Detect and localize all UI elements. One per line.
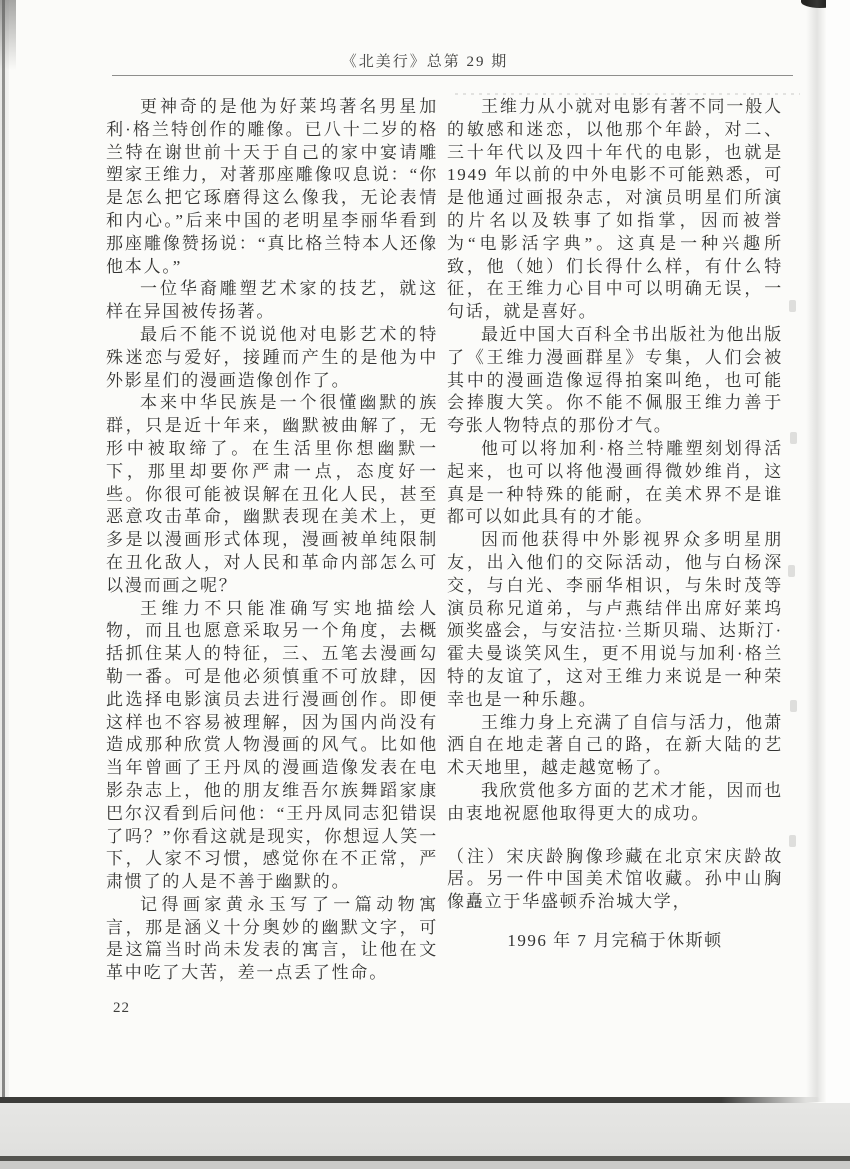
scan-bottom-strip: [0, 1161, 850, 1169]
scan-noise-dotted-line: [455, 93, 800, 95]
paragraph: 我欣赏他多方面的艺术才能，因而也由衷地祝愿他取得更大的成功。: [447, 780, 783, 823]
scan-bleedthrough-mark: [789, 835, 796, 847]
paragraph: 王维力从小就对电影有著不同一般人的敏感和迷恋，以他那个年龄，对二、三十年代以及四十年代的电影，也就是 1949 年以前的中外电影不可能熟悉，可是他通过画报杂志，对演员明星们所演的片名以及轶事了如指掌，因而被誉为“电影活字典”。这真是一种兴趣所致，他（她）们长得什么样，有什么特征，在王维力心目中可以明确无误，一句话，就是喜好。: [447, 97, 783, 322]
paragraph: 更神奇的是他为好莱坞著名男星加利·格兰特创作的雕像。已八十二岁的格兰特在谢世前十天于自己的家中宴请雕塑家王维力，对著那座雕像叹息说：“你是怎么把它琢磨得这么像我，无论表情和内心。”后来中国的老明星李丽华看到那座雕像赞扬说：“真比格兰特本人还像他本人。”: [106, 97, 438, 276]
paragraph: 记得画家黄永玉写了一篇动物寓言，那是涵义十分奥妙的幽默文字，可是这篇当时尚未发表的寓言，让他在文革中吃了大苦，差一点丢了性命。: [106, 894, 438, 983]
dateline: 1996 年 7 月完稿于休斯顿: [507, 930, 723, 950]
left-text-column: [106, 96, 438, 985]
scan-bleedthrough-mark: [790, 700, 797, 712]
scan-bleedthrough-mark: [790, 432, 797, 444]
paragraph: 最后不能不说说他对电影艺术的特殊迷恋与爱好，接踵而产生的是他为中外影星们的漫画造像创作了。: [106, 324, 438, 390]
paragraph: 最近中国大百科全书出版社为他出版了《王维力漫画群星》专集，人们会被其中的漫画造像逗得拍案叫绝，也可能会捧腹大笑。你不能不佩服王维力善于夸张人物特点的那份才气。: [447, 324, 783, 436]
paragraph: 一位华裔雕塑艺术家的技艺，就这样在异国被传扬著。: [106, 279, 438, 322]
footnote: （注）宋庆龄胸像珍藏在北京宋庆龄故居。另一件中国美术馆收藏。孙中山胸像矗立于华盛顿乔治城大学，: [447, 846, 783, 912]
header-divider-line: [112, 75, 793, 76]
page-number: 22: [113, 1000, 130, 1016]
scan-right-margin: [826, 0, 850, 1169]
journal-title: 《北美行》总第 29 期: [341, 54, 509, 70]
paragraph: 他可以将加利·格兰特雕塑刻划得活起来，也可以将他漫画得微妙维肖，这真是一种特殊的能耐，在美术界不是谁都可以如此具有的才能。: [447, 438, 783, 527]
paragraph: 因而他获得中外影视界众多明星朋友，出入他们的交际活动，他与白杨深交，与白光、李丽华相识，与朱时茂等演员称兄道弟，与卢燕结伴出席好莱坞颁奖盛会，与安洁拉·兰斯贝瑞、达斯汀·霍夫曼谈笑风生，更不用说与加利·格兰特的友谊了，这对王维力来说是一种荣幸也是一种乐趣。: [447, 530, 783, 709]
paragraph: 王维力身上充满了自信与活力，他萧洒自在地走著自己的路，在新大陆的艺术天地里，越走越宽畅了。: [447, 712, 783, 778]
paragraph: 本来中华民族是一个很懂幽默的族群，只是近十年来，幽默被曲解了，无形中被取缔了。在生活里你想幽默一下，那里却要你严肃一点，态度好一些。你很可能被误解在丑化人民，甚至恶意攻击革命，幽默表现在美术上，更多是以漫画形式体现，漫画被单纯限制在丑化敌人，对人民和革命内部怎么可以漫而画之呢？: [106, 393, 438, 595]
scan-bottom-gray-band: [0, 1103, 850, 1156]
right-text-column: [447, 96, 783, 953]
scan-right-page-fold: [806, 0, 826, 1102]
scan-bleedthrough-mark: [789, 300, 796, 312]
scan-left-edge-line: [2, 0, 5, 1169]
paragraph: 王维力不只能准确写实地描绘人物，而且也愿意采取另一个角度，去概括抓住某人的特征，三、五笔去漫画勾勒一番。可是他必须慎重不可放肆，因此选择电影演员去进行漫画创作。即便这样也不容易被理解，因为国内尚没有造成那种欣赏人物漫画的风气。比如他当年曾画了王丹凤的漫画造像发表在电影杂志上，他的朋友维吾尔族舞蹈家康巴尔汉看到后问他：“王丹凤同志犯错误了吗？”你看这就是现实，你想逗人笑一下，人家不习惯，感觉你在不正常，严肃惯了的人是不善于幽默的。: [106, 598, 438, 892]
scan-bleedthrough-mark: [788, 565, 795, 577]
